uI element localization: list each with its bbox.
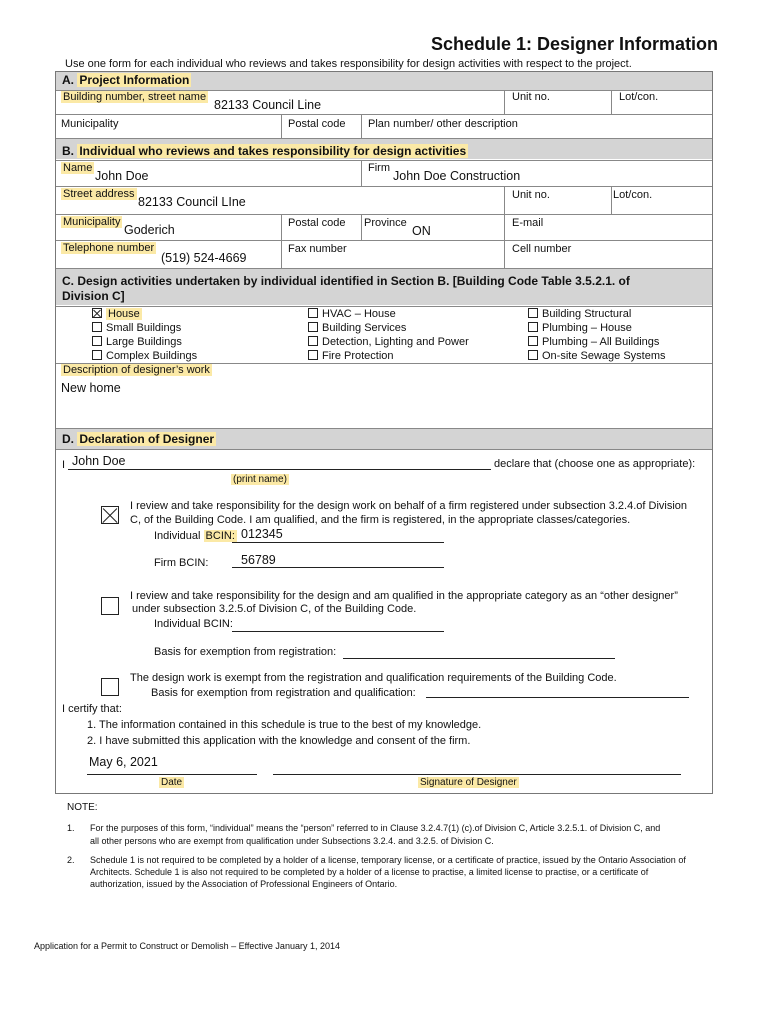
b-province-label: Province bbox=[364, 217, 407, 229]
note-2-number: 2. bbox=[67, 855, 75, 865]
b-name-value[interactable]: John Doe bbox=[95, 169, 149, 183]
section-c-header bbox=[56, 269, 712, 305]
b-street-value[interactable]: 82133 Council LIne bbox=[138, 195, 246, 209]
section-d-letter: D. bbox=[62, 432, 74, 446]
note-1-line1: For the purposes of this form, “individual” means the “person” referred to in Clause 3.2.4.7(1) (c).of Division C, Article 3.2.5.1. of Division C, and bbox=[90, 823, 661, 833]
description-value[interactable]: New home bbox=[61, 381, 121, 395]
section-a-title: Project Information bbox=[79, 73, 190, 87]
b-province-value[interactable]: ON bbox=[412, 224, 431, 238]
a-postal-label: Postal code bbox=[288, 118, 346, 130]
designer-name-value[interactable]: John Doe bbox=[72, 454, 126, 468]
b-name-label: Name bbox=[63, 162, 93, 174]
option1-checkbox[interactable] bbox=[101, 506, 119, 524]
activities-col2 bbox=[308, 307, 469, 363]
option2-bcin-label: Individual BCIN: bbox=[154, 618, 233, 630]
activity-complex-buildings[interactable]: Complex Buildings bbox=[92, 349, 197, 363]
b-municipality-value[interactable]: Goderich bbox=[124, 223, 175, 237]
activity-onsite-sewage[interactable]: On-site Sewage Systems bbox=[528, 349, 666, 363]
option3-checkbox[interactable] bbox=[101, 678, 119, 696]
date-value[interactable]: May 6, 2021 bbox=[89, 755, 158, 769]
a-municipality-label: Municipality bbox=[61, 118, 119, 130]
a-plan-label: Plan number/ other description bbox=[368, 118, 518, 130]
option1-line1: I review and take responsibility for the design work on behalf of a firm registered under subsection 3.2.4.of Division bbox=[130, 500, 688, 512]
option3-line2: Basis for exemption from registration and qualification: bbox=[151, 687, 416, 699]
certify-item-1: 1. The information contained in this schedule is true to the best of my knowledge. bbox=[87, 719, 482, 731]
section-d-title: Declaration of Designer bbox=[79, 432, 215, 446]
b-email-label: E-mail bbox=[512, 217, 544, 229]
note-1-line2: all other persons who are exempt from qualification under Subsections 3.2.4. and 3.2.5. of Division C. bbox=[90, 836, 494, 846]
b-firm-value[interactable]: John Doe Construction bbox=[393, 169, 521, 183]
checkbox-icon[interactable] bbox=[308, 336, 318, 346]
certify-label: I certify that: bbox=[62, 703, 122, 715]
i-label: I bbox=[62, 459, 66, 471]
checkbox-icon[interactable] bbox=[528, 322, 538, 332]
checkbox-icon[interactable] bbox=[528, 308, 538, 318]
activity-building-services[interactable]: Building Services bbox=[308, 321, 469, 335]
b-lot-label: Lot/con. bbox=[613, 189, 653, 201]
checkbox-icon[interactable] bbox=[308, 322, 318, 332]
b-fax-label: Fax number bbox=[288, 243, 347, 255]
section-b-title: Individual who reviews and takes responsibility for design activities bbox=[79, 144, 467, 158]
checkbox-icon[interactable] bbox=[92, 350, 102, 360]
designer-form bbox=[55, 71, 713, 794]
activity-detection-lighting-power[interactable]: Detection, Lighting and Power bbox=[308, 335, 469, 349]
building-value[interactable]: 82133 Council Line bbox=[214, 98, 322, 112]
individual-bcin-label: Individual BCIN: bbox=[154, 530, 235, 542]
activity-house[interactable]: House bbox=[92, 307, 197, 321]
signature-label: Signature of Designer bbox=[420, 777, 517, 788]
activities-col3 bbox=[528, 307, 666, 363]
activity-small-buildings[interactable]: Small Buildings bbox=[92, 321, 197, 335]
section-a-letter: A. bbox=[62, 73, 74, 87]
print-name-label: (print name) bbox=[233, 474, 287, 485]
activity-building-structural[interactable]: Building Structural bbox=[528, 307, 666, 321]
option2-line1: I review and take responsibility for the design and am qualified in the appropriate category as an “other designer” bbox=[130, 590, 678, 602]
option1-line2: C, of the Building Code. I am qualified, and the firm is registered, in the appropriate classes/categories. bbox=[130, 514, 631, 526]
b-phone-label: Telephone number bbox=[63, 242, 155, 254]
checkbox-icon[interactable] bbox=[308, 350, 318, 360]
page-footer: Application for a Permit to Construct or Demolish – Effective January 1, 2014 bbox=[34, 941, 340, 951]
activity-fire-protection[interactable]: Fire Protection bbox=[308, 349, 469, 363]
option3-line1: The design work is exempt from the registration and qualification requirements of the Building Code. bbox=[130, 672, 617, 684]
option2-basis-label: Basis for exemption from registration: bbox=[154, 646, 337, 658]
b-street-label: Street address bbox=[63, 188, 135, 200]
checkbox-icon[interactable] bbox=[528, 350, 538, 360]
note-2-line1: Schedule 1 is not required to be completed by a holder of a license, temporary license, or a certificate of practice, issued by the Ontario Association of bbox=[90, 855, 686, 865]
activity-plumbing-all-buildings[interactable]: Plumbing – All Buildings bbox=[528, 335, 666, 349]
date-label: Date bbox=[161, 777, 183, 788]
section-c-title-line2: Division C] bbox=[62, 289, 125, 303]
checkbox-checked-icon[interactable] bbox=[92, 308, 102, 318]
b-cell-label: Cell number bbox=[512, 243, 572, 255]
intro-text: Use one form for each individual who reviews and takes responsibility for design activities with respect to the project. bbox=[65, 58, 632, 70]
firm-bcin-value[interactable]: 56789 bbox=[241, 553, 276, 567]
firm-bcin-label: Firm BCIN: bbox=[154, 557, 209, 569]
activity-hvac-house[interactable]: HVAC – House bbox=[308, 307, 469, 321]
description-label: Description of designer’s work bbox=[63, 364, 210, 376]
note-2-line3: authorization, issued by the Association of Professional Engineers of Ontario. bbox=[90, 879, 398, 889]
section-b-header bbox=[56, 139, 712, 159]
b-postal-label: Postal code bbox=[288, 217, 346, 229]
option2-line2: under subsection 3.2.5.of Division C, of the Building Code. bbox=[132, 603, 417, 615]
b-phone-value[interactable]: (519) 524-4669 bbox=[161, 251, 247, 265]
activity-plumbing-house[interactable]: Plumbing – House bbox=[528, 321, 666, 335]
note-2-line2: Architects. Schedule 1 is also not required to be completed by a holder of a license to practise, a limited license to practise, or a certificate of bbox=[90, 867, 649, 877]
b-firm-label: Firm bbox=[368, 162, 390, 174]
page-title: Schedule 1: Designer Information bbox=[431, 34, 719, 54]
b-municipality-label: Municipality bbox=[63, 216, 121, 228]
checkbox-icon[interactable] bbox=[308, 308, 318, 318]
declare-text: declare that (choose one as appropriate): bbox=[494, 458, 696, 470]
activities-col1 bbox=[92, 307, 197, 363]
checkbox-icon[interactable] bbox=[92, 322, 102, 332]
note-1-number: 1. bbox=[67, 823, 75, 833]
activity-large-buildings[interactable]: Large Buildings bbox=[92, 335, 197, 349]
notes-heading: NOTE: bbox=[67, 802, 98, 813]
certify-item-2: 2. I have submitted this application with the knowledge and consent of the firm. bbox=[87, 735, 471, 747]
building-label: Building number, street name bbox=[63, 91, 207, 103]
section-a-header bbox=[56, 72, 712, 90]
a-unit-label: Unit no. bbox=[512, 91, 550, 103]
option2-checkbox[interactable] bbox=[101, 597, 119, 615]
checkbox-icon[interactable] bbox=[92, 336, 102, 346]
checkbox-icon[interactable] bbox=[528, 336, 538, 346]
b-unit-label: Unit no. bbox=[512, 189, 550, 201]
individual-bcin-value[interactable]: 012345 bbox=[241, 527, 283, 541]
section-b-letter: B. bbox=[62, 144, 74, 158]
a-lot-label: Lot/con. bbox=[619, 91, 659, 103]
section-c-title-line1: C. Design activities undertaken by individual identified in Section B. [Building Code Table 3.5.2.1. of bbox=[62, 274, 630, 288]
section-d-header bbox=[56, 429, 712, 449]
